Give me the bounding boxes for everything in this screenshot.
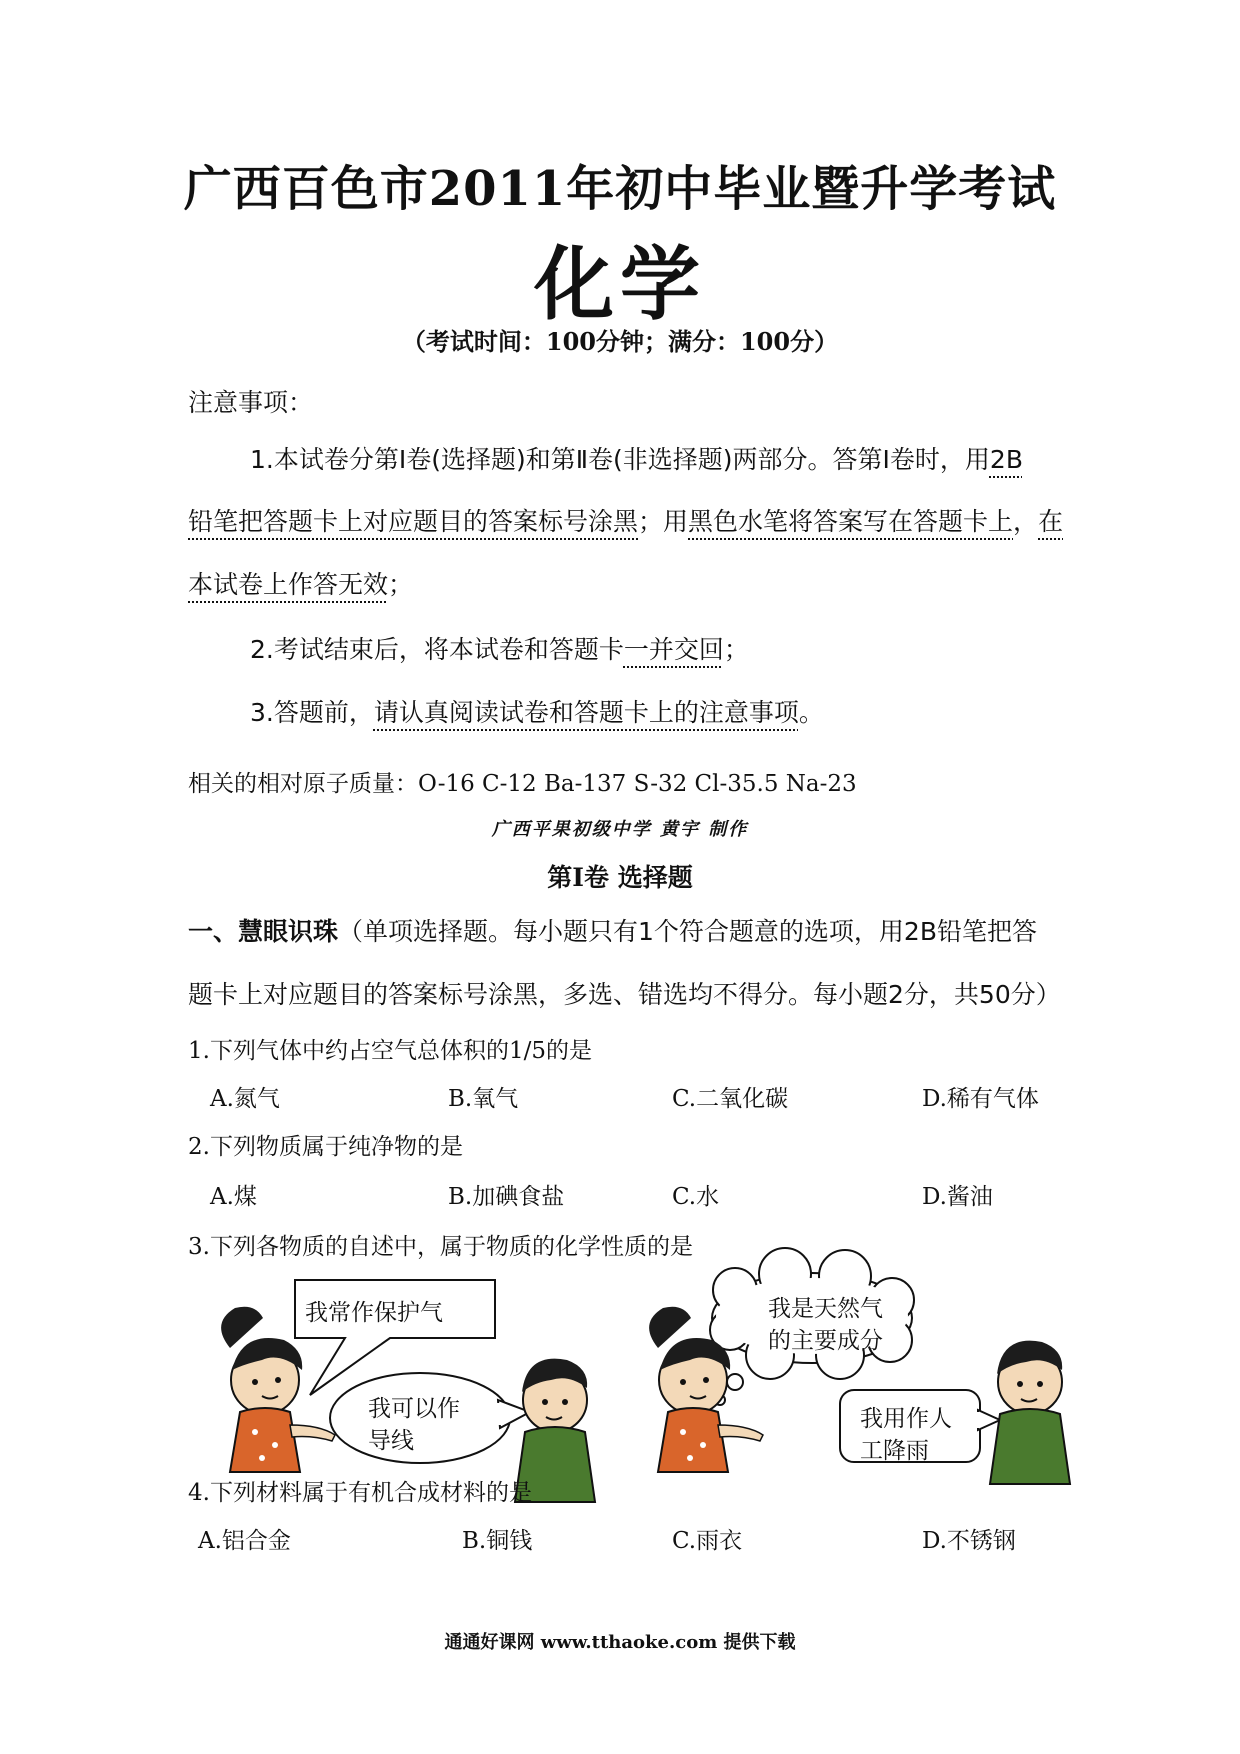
note-text: 。: [798, 698, 824, 727]
bubble-text-conductor-line-2: 导线: [368, 1428, 414, 1454]
exam-info: （考试时间：100分钟；满分：100分）: [401, 327, 839, 356]
question-4-option-b: B.铜钱: [462, 1528, 533, 1554]
note-text-emphasis: 本试卷上作答无效: [188, 570, 389, 599]
question-4-option-d: D.不锈钢: [922, 1528, 1016, 1554]
note-text: 1.本试卷分第Ⅰ卷(选择题)和第Ⅱ卷(非选择题)两部分。答第Ⅰ卷时，用: [250, 445, 990, 474]
question-2-option-c: C.水: [672, 1184, 720, 1210]
bubble-text-protective-gas: 我常作保护气: [305, 1300, 443, 1326]
question-1-option-c: C.二氧化碳: [672, 1086, 789, 1112]
section-1-label: 一、慧眼识珠: [188, 917, 339, 946]
notes-title: 注意事项：: [188, 388, 314, 417]
note-text-emphasis: 请认真阅读试卷和答题卡上的注意事项: [373, 698, 799, 727]
question-3-stem: 3.下列各物质的自述中，属于物质的化学性质的是: [188, 1234, 693, 1260]
note-text: 2.考试结束后，将本试卷和答题卡: [250, 635, 624, 664]
note-text: 3.答题前，: [250, 698, 374, 727]
bubble-text-natural-gas-line-2: 的主要成分: [768, 1328, 883, 1354]
question-4-option-a: A.铝合金: [198, 1528, 291, 1554]
question-4-stem: 4.下列材料属于有机合成材料的是: [188, 1480, 532, 1506]
question-1-option-a: A.氮气: [210, 1086, 280, 1112]
question-1-option-b: B.氧气: [448, 1086, 519, 1112]
note-text-emphasis: 一并交回: [623, 635, 724, 664]
note-text-emphasis: 在: [1038, 507, 1064, 536]
bubble-text-rain-line-2: 工降雨: [860, 1438, 929, 1464]
question-1-stem: 1.下列气体中约占空气总体积的1/5的是: [188, 1038, 592, 1064]
bubble-text-natural-gas-line-1: 我是天然气: [768, 1296, 883, 1322]
atomic-masses: 相关的相对原子质量：O-16 C-12 Ba-137 S-32 Cl-35.5 Na-23: [188, 771, 857, 797]
question-1-option-d: D.稀有气体: [922, 1086, 1039, 1112]
section-1-instructions: （单项选择题。每小题只有1个符合题意的选项，用2B铅笔把答: [338, 917, 1037, 946]
question-2-option-d: D.酱油: [922, 1184, 993, 1210]
note-text: ；: [723, 635, 749, 664]
note-text: ；: [388, 570, 414, 599]
note-text-emphasis: 铅笔把答题卡上对应题目的答案标号涂黑: [188, 507, 639, 536]
author-credit: 广西平果初级中学 黄宇 制作: [491, 819, 749, 840]
subject-title: 化学: [534, 237, 706, 331]
bubble-text-rain-line-1: 我用作人: [860, 1406, 952, 1432]
note-text-emphasis: 黑色水笔将答案写在答题卡上: [688, 507, 1014, 536]
question-2-stem: 2.下列物质属于纯净物的是: [188, 1134, 463, 1160]
note-text: ，: [1013, 507, 1039, 536]
question-2-option-a: A.煤: [210, 1184, 257, 1210]
section-1-instructions-line-2: 题卡上对应题目的答案标号涂黑，多选、错选均不得分。每小题2分，共50分）: [188, 980, 1061, 1009]
note-text-emphasis: 2B: [989, 445, 1023, 474]
bubble-text-conductor-line-1: 我可以作: [368, 1396, 460, 1422]
footer-source: 通通好课网 www.tthaoke.com 提供下载: [444, 1632, 796, 1653]
question-2-option-b: B.加碘食盐: [448, 1184, 565, 1210]
question-4-option-c: C.雨衣: [672, 1528, 743, 1554]
part-title: 第Ⅰ卷 选择题: [547, 863, 693, 892]
note-text: ；用: [638, 507, 689, 536]
boy-figure-right: [990, 1341, 1070, 1484]
exam-title: 广西百色市2011年初中毕业暨升学考试: [183, 161, 1057, 217]
